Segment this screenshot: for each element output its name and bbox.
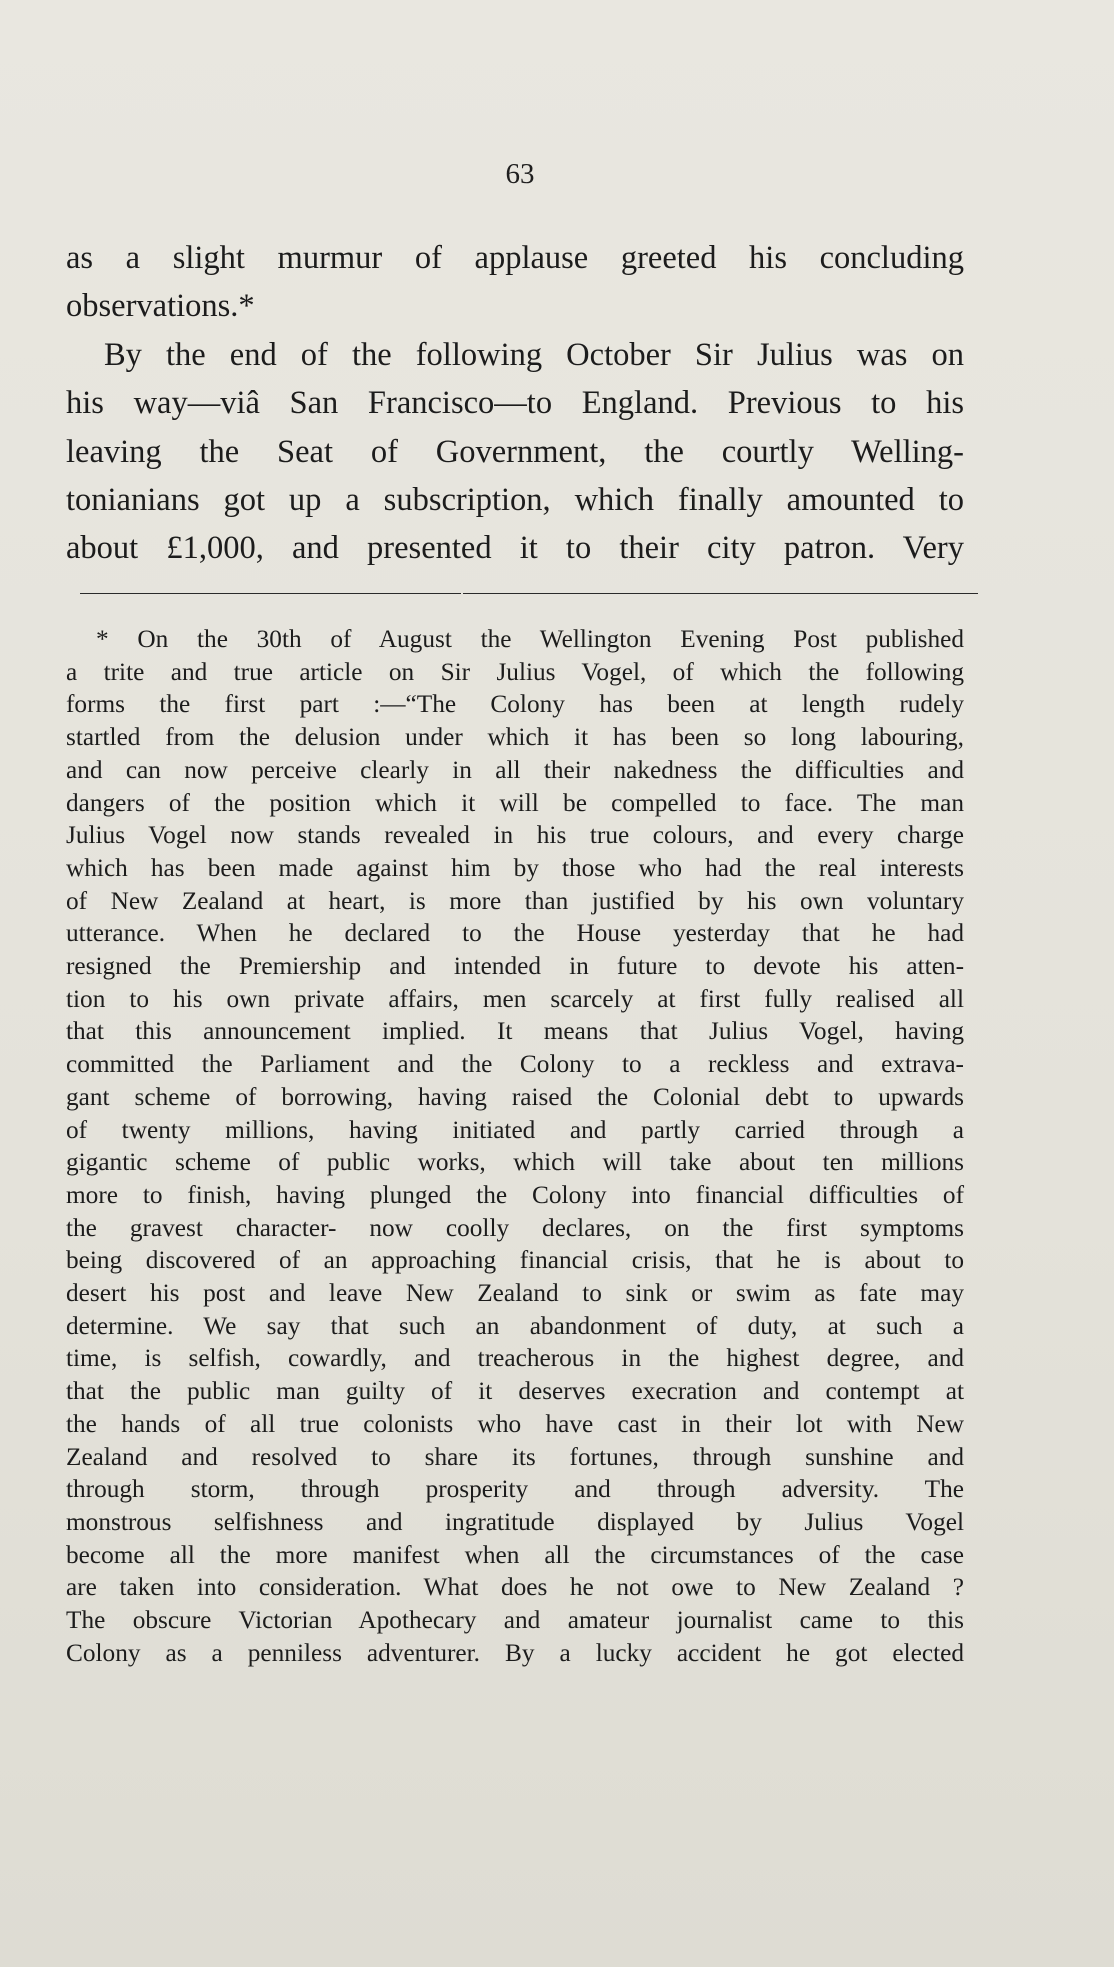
- footnote-line: Zealand and resolved to share its fortunes, through sunshine and: [66, 1442, 964, 1471]
- footnote-line: The obscure Victorian Apothecary and amateur journalist came to this: [66, 1606, 964, 1635]
- footnote-line: which has been made against him by those who had the real interests: [66, 853, 964, 882]
- footnote-line: forms the first part :—“The Colony has been at length rudely: [66, 690, 964, 719]
- main-text-line: tonianians got up a subscription, which finally amounted to: [66, 482, 964, 519]
- main-text-line: his way—viâ San Francisco—to England. Previous to his: [66, 385, 964, 422]
- footnote-line: desert his post and leave New Zealand to sink or swim as fate may: [66, 1279, 964, 1308]
- footnote-line: Colony as a penniless adventurer. By a lucky accident he got elected: [66, 1638, 964, 1667]
- footnote-line: become all the more manifest when all the circumstances of the case: [66, 1540, 964, 1569]
- footnote-line: startled from the delusion under which it has been so long labouring,: [66, 723, 964, 752]
- main-text-line: observations.*: [66, 288, 255, 325]
- main-text-line: about £1,000, and presented it to their city patron. Very: [66, 530, 964, 567]
- main-text: [66, 234, 964, 573]
- footnote-line: resigned the Premiership and intended in future to devote his atten-: [66, 952, 964, 981]
- footnote-line: committed the Parliament and the Colony to a reckless and extrava-: [66, 1050, 964, 1079]
- footnote-line: determine. We say that such an abandonment of duty, at such a: [66, 1311, 964, 1340]
- footnote-line: a trite and true article on Sir Julius Vogel, of which the following: [66, 657, 964, 686]
- footnote-line: * On the 30th of August the Wellington Evening Post published: [96, 625, 964, 653]
- footnote-line: time, is selfish, cowardly, and treacherous in the highest degree, and: [66, 1344, 964, 1373]
- main-text-line: as a slight murmur of applause greeted his concluding: [66, 240, 964, 276]
- footnote-line: more to finish, having plunged the Colony into financial difficulties of: [66, 1180, 964, 1209]
- footnote-line: that the public man guilty of it deserves execration and contempt at: [66, 1377, 964, 1406]
- footnote-line: utterance. When he declared to the House yesterday that he had: [66, 919, 964, 948]
- footnote-line: tion to his own private affairs, men scarcely at first fully realised all: [66, 984, 964, 1013]
- footnote: [66, 623, 964, 1670]
- footnote-line: that this announcement implied. It means that Julius Vogel, having: [66, 1017, 964, 1046]
- footnote-line: the gravest character- now coolly declares, on the first symptoms: [66, 1213, 964, 1242]
- footnote-line: of twenty millions, having initiated and partly carried through a: [66, 1115, 964, 1144]
- footnote-line: are taken into consideration. What does he not owe to New Zealand ?: [66, 1573, 964, 1602]
- page-number: 63: [505, 158, 535, 190]
- footnote-line: through storm, through prosperity and through adversity. The: [66, 1475, 964, 1504]
- footnote-line: dangers of the position which it will be compelled to face. The man: [66, 788, 964, 817]
- main-text-line: By the end of the following October Sir Julius was on: [104, 336, 964, 373]
- footnote-line: being discovered of an approaching financial crisis, that he is about to: [66, 1246, 964, 1275]
- footnote-line: gigantic scheme of public works, which will take about ten millions: [66, 1148, 964, 1177]
- footnote-line: and can now perceive clearly in all their nakedness the difficulties and: [66, 755, 964, 784]
- footnote-line: monstrous selfishness and ingratitude displayed by Julius Vogel: [66, 1507, 964, 1536]
- footnote-line: the hands of all true colonists who have cast in their lot with New: [66, 1409, 964, 1438]
- footnote-line: of New Zealand at heart, is more than justified by his own voluntary: [66, 886, 964, 915]
- footnote-line: Julius Vogel now stands revealed in his true colours, and every charge: [66, 821, 964, 850]
- main-text-line: leaving the Seat of Government, the courtly Welling-: [66, 433, 964, 470]
- footnote-separator-right: [463, 593, 978, 594]
- footnote-line: gant scheme of borrowing, having raised the Colonial debt to upwards: [66, 1082, 964, 1111]
- footnote-separator-left: [80, 593, 461, 594]
